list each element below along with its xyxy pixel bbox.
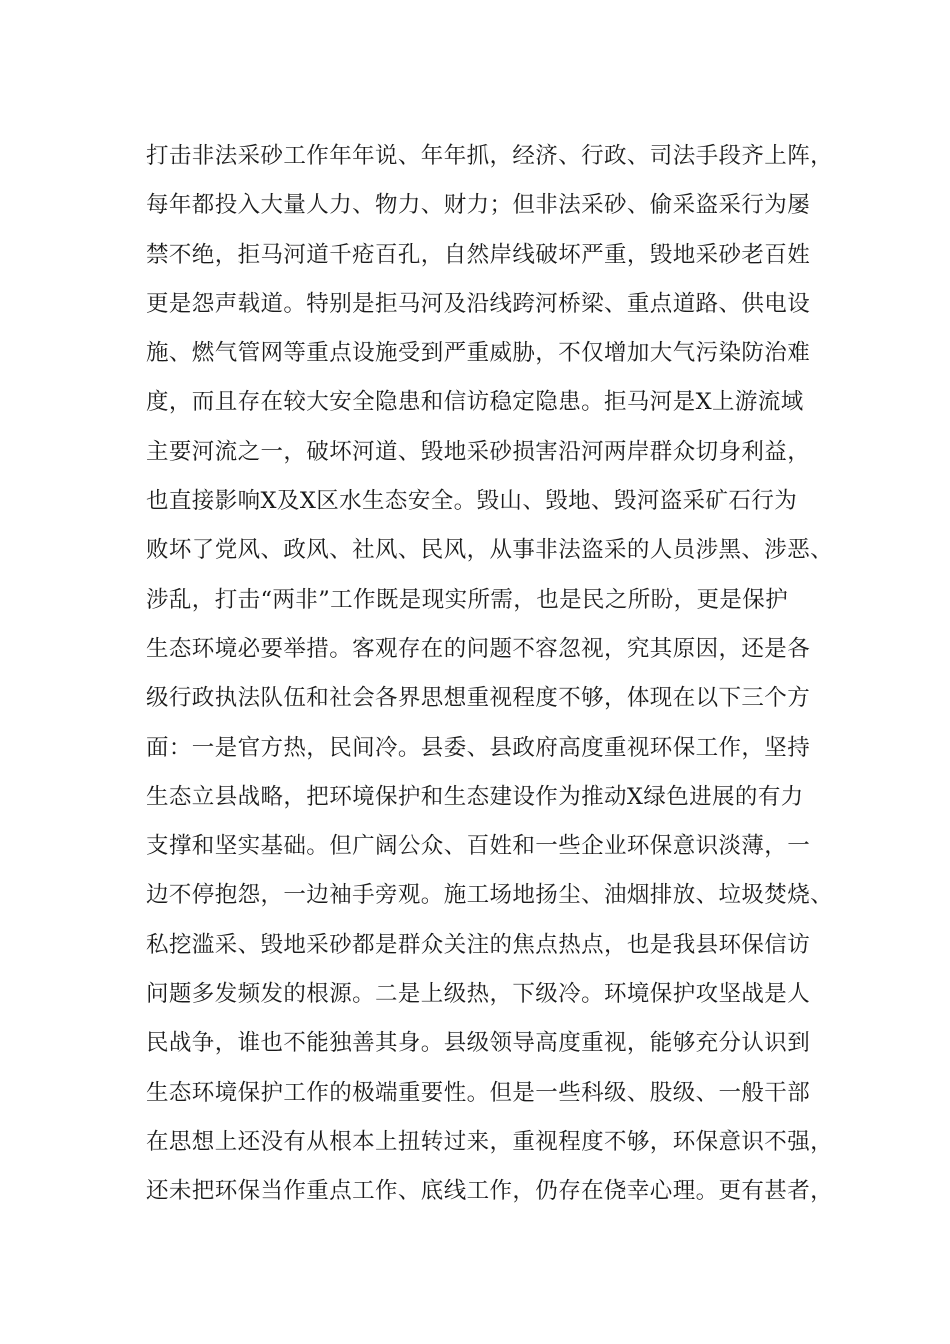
text-line: 主要河流之一，破坏河道、毁地采砂损害沿河两岸群众切身利益， — [146, 438, 811, 465]
text-line: 败坏了党风、政风、社风、民风，从事非法盗采的人员涉黑、涉恶、 — [146, 537, 834, 564]
text-line: 更是怨声载道。特别是拒马河及沿线跨河桥梁、重点道路、供电设 — [146, 290, 811, 317]
text-line: 禁不绝，拒马河道千疮百孔，自然岸线破坏严重，毁地采砂老百姓 — [146, 241, 811, 268]
text-line: 支撑和坚实基础。但广阔公众、百姓和一些企业环保意识淡薄，一 — [146, 833, 811, 860]
text-line: 民战争，谁也不能独善其身。县级领导高度重视，能够充分认识到 — [146, 1030, 811, 1057]
text-line: 边不停抱怨，一边袖手旁观。施工场地扬尘、油烟排放、垃圾焚烧、 — [146, 882, 834, 909]
text-line: 每年都投入大量人力、物力、财力；但非法采砂、偷采盗采行为屡 — [146, 192, 811, 219]
text-line: 也直接影响X及X区水生态安全。毁山、毁地、毁河盗采矿石行为 — [146, 488, 798, 515]
text-line: 级行政执法队伍和社会各界思想重视程度不够，体现在以下三个方 — [146, 685, 811, 712]
text-line: 涉乱，打击“两非”工作既是现实所需，也是民之所盼，更是保护 — [146, 586, 789, 613]
text-line: 还未把环保当作重点工作、底线工作，仍存在侥幸心理。更有甚者， — [146, 1178, 834, 1205]
text-line: 在思想上还没有从根本上扭转过来，重视程度不够，环保意识不强， — [146, 1128, 834, 1155]
text-line: 问题多发频发的根源。二是上级热，下级冷。环境保护攻坚战是人 — [146, 981, 811, 1008]
text-line: 生态立县战略，把环境保护和生态建设作为推动X绿色进展的有力 — [146, 783, 804, 810]
body-paragraph — [146, 132, 834, 1217]
text-line: 生态环境保护工作的极端重要性。但是一些科级、股级、一般干部 — [146, 1079, 811, 1106]
text-line: 施、燃气管网等重点设施受到严重威胁，不仅增加大气污染防治难 — [146, 340, 811, 367]
text-line: 打击非法采砂工作年年说、年年抓，经济、行政、司法手段齐上阵， — [146, 143, 834, 169]
text-line: 度，而且存在较大安全隐患和信访稳定隐患。拒马河是X上游流域 — [146, 389, 804, 416]
text-line: 生态环境必要举措。客观存在的问题不容忽视，究其原因，还是各 — [146, 635, 811, 662]
text-line: 面：一是官方热，民间冷。县委、县政府高度重视环保工作，坚持 — [146, 734, 811, 761]
text-line: 私挖滥采、毁地采砂都是群众关注的焦点热点，也是我县环保信访 — [146, 931, 811, 958]
